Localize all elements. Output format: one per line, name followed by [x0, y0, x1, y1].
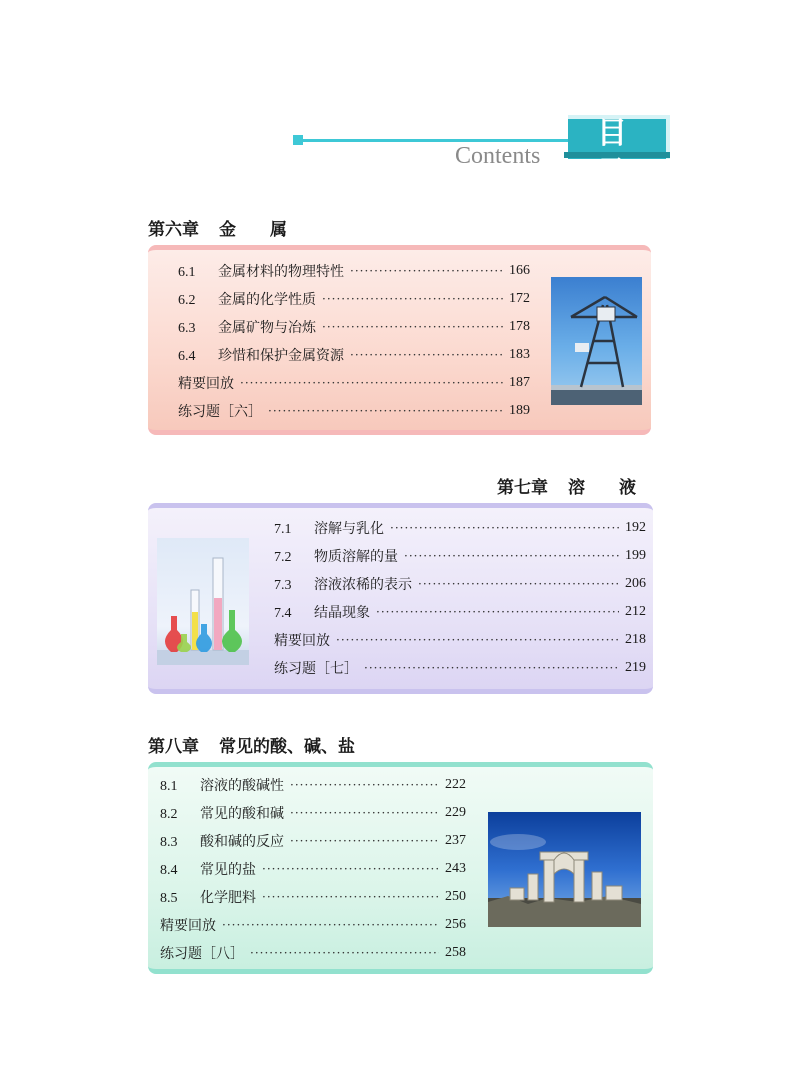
chapter-6-heading [148, 215, 287, 240]
toc-section-number: 8.1 [160, 779, 178, 794]
toc-page-number: 189 [509, 403, 530, 418]
toc-leader [262, 862, 439, 876]
toc-entry-title: 珍惜和保护金属资源 [218, 348, 344, 364]
toc-entry-title: 精要回放 [274, 633, 330, 649]
toc-entry[interactable] [160, 831, 466, 851]
toc-page-number: 199 [625, 548, 646, 563]
page-subtitle: Contents [455, 143, 541, 169]
toc-page-number: 237 [445, 833, 466, 848]
toc-page-number: 229 [445, 805, 466, 820]
toc-section-number: 6.1 [178, 265, 196, 280]
toc-page-number: 250 [445, 889, 466, 904]
toc-section-number: 8.3 [160, 835, 178, 850]
toc-page-number: 183 [509, 347, 530, 362]
toc-entry-title: 化学肥料 [200, 890, 256, 906]
toc-leader [390, 521, 619, 535]
lab-glassware-photo [157, 538, 249, 665]
toc-leader [222, 918, 439, 932]
chapter-name: 常见的酸、碱、盐 [219, 737, 355, 757]
toc-entry[interactable] [274, 602, 646, 622]
toc-entry[interactable] [178, 373, 530, 393]
toc-entry[interactable] [160, 859, 466, 879]
toc-entry-title: 溶解与乳化 [314, 521, 384, 537]
toc-entry-title: 金属材料的物理特性 [218, 264, 344, 280]
toc-entry-title: 金属矿物与冶炼 [218, 320, 316, 336]
toc-section-number: 6.3 [178, 321, 196, 336]
chapter-number: 第六章 [148, 220, 199, 240]
toc-section-number: 8.5 [160, 891, 178, 906]
toc-leader [350, 348, 503, 362]
toc-entry[interactable] [178, 345, 530, 365]
toc-page-number: 166 [509, 263, 530, 278]
toc-leader [290, 806, 439, 820]
toc-entry[interactable] [178, 289, 530, 309]
toc-leader [322, 320, 503, 334]
toc-entry[interactable] [160, 887, 466, 907]
toc-entry-title: 酸和碱的反应 [200, 834, 284, 850]
toc-entry-title: 溶液的酸碱性 [200, 778, 284, 794]
toc-page-number: 192 [625, 520, 646, 535]
toc-entry-title: 常见的盐 [200, 862, 256, 878]
toc-entry-title: 物质溶解的量 [314, 549, 398, 565]
toc-page-number: 256 [445, 917, 466, 932]
harbor-crane-photo [551, 277, 642, 405]
toc-entry[interactable] [160, 943, 466, 963]
toc-section-number: 7.2 [274, 550, 292, 565]
toc-entry-title: 精要回放 [178, 376, 234, 392]
toc-page-number: 218 [625, 632, 646, 647]
toc-leader [404, 549, 619, 563]
chapter-number: 第七章 [497, 478, 548, 498]
toc-entry[interactable] [160, 775, 466, 795]
chapter-name: 金 属 [219, 220, 287, 240]
toc-entry-title: 精要回放 [160, 918, 216, 934]
toc-page-number: 187 [509, 375, 530, 390]
toc-entry-title: 常见的酸和碱 [200, 806, 284, 822]
chapter-7-heading [497, 473, 636, 498]
toc-section-number: 7.4 [274, 606, 292, 621]
page-title: 目 录 [597, 116, 641, 191]
header-rule [300, 139, 570, 142]
toc-leader [322, 292, 503, 306]
toc-entry-title: 金属的化学性质 [218, 292, 316, 308]
toc-entry-title: 练习题［八］ [160, 946, 244, 962]
toc-page-number: 172 [509, 291, 530, 306]
toc-page-number: 212 [625, 604, 646, 619]
toc-leader [364, 661, 619, 675]
toc-entry[interactable] [274, 630, 646, 650]
toc-entry[interactable] [160, 915, 466, 935]
toc-leader [336, 633, 619, 647]
chapter-number: 第八章 [148, 737, 199, 757]
toc-entry[interactable] [160, 803, 466, 823]
toc-entry-title: 结晶现象 [314, 605, 370, 621]
header-marker [293, 135, 303, 145]
toc-entry[interactable] [274, 658, 646, 678]
toc-entry[interactable] [274, 518, 646, 538]
toc-leader [250, 946, 439, 960]
toc-leader [290, 778, 439, 792]
toc-leader [418, 577, 619, 591]
toc-section-number: 7.3 [274, 578, 292, 593]
chapter-name: 溶 液 [568, 478, 636, 498]
toc-entry-title: 练习题［七］ [274, 661, 358, 677]
toc-section-number: 8.2 [160, 807, 178, 822]
toc-entry-title: 溶液浓稀的表示 [314, 577, 412, 593]
toc-page-number: 243 [445, 861, 466, 876]
toc-leader [290, 834, 439, 848]
toc-entry[interactable] [274, 574, 646, 594]
ruins-photo [488, 812, 641, 927]
toc-leader [350, 264, 503, 278]
toc-page-number: 258 [445, 945, 466, 960]
toc-page-number: 206 [625, 576, 646, 591]
toc-page-number: 222 [445, 777, 466, 792]
toc-leader [262, 890, 439, 904]
toc-entry[interactable] [178, 261, 530, 281]
toc-section-number: 7.1 [274, 522, 292, 537]
toc-page-number: 219 [625, 660, 646, 675]
toc-section-number: 6.4 [178, 349, 196, 364]
chapter-8-heading [148, 732, 355, 757]
toc-section-number: 8.4 [160, 863, 178, 878]
toc-leader [376, 605, 619, 619]
toc-entry[interactable] [178, 401, 530, 421]
toc-entry-title: 练习题［六］ [178, 404, 262, 420]
toc-leader [240, 376, 503, 390]
toc-entry[interactable] [274, 546, 646, 566]
toc-section-number: 6.2 [178, 293, 196, 308]
toc-leader [268, 404, 503, 418]
toc-entry[interactable] [178, 317, 530, 337]
toc-page-number: 178 [509, 319, 530, 334]
